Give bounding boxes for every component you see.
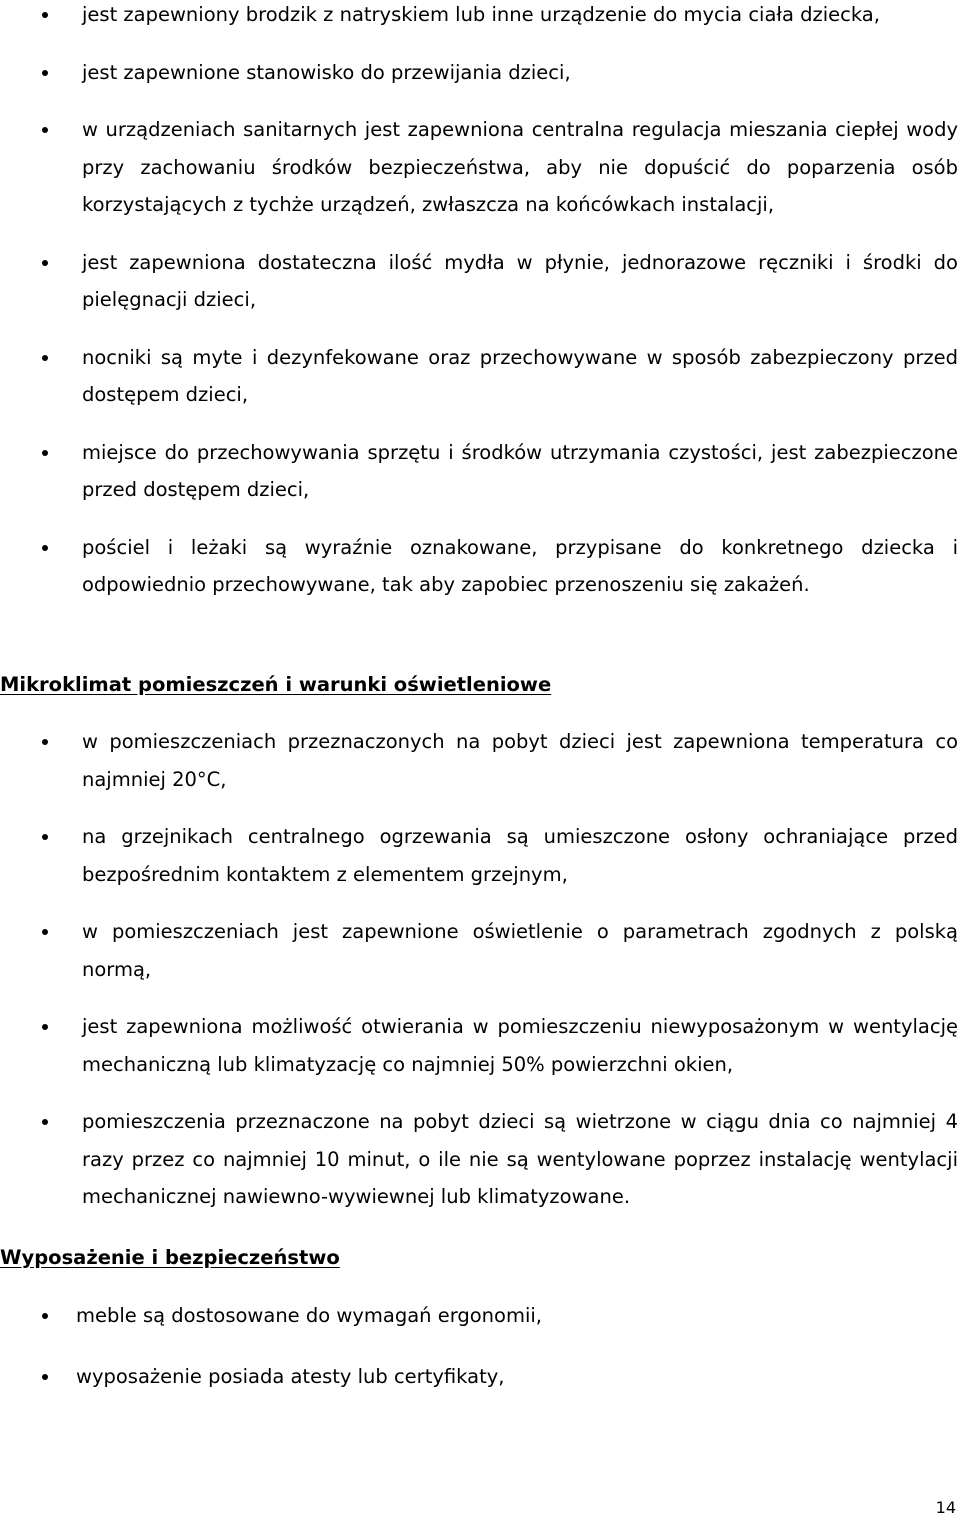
list-item: jest zapewnione stanowisko do przewijania dzieci, [0,54,960,92]
list-item: w pomieszczeniach jest zapewnione oświetlenie o parametrach zgodnych z polską normą, [0,913,960,988]
bullet-icon [42,929,48,935]
bullet-icon [42,127,48,133]
list-item: na grzejnikach centralnego ogrzewania są umieszczone osłony ochraniające przed bezpośrednim kontaktem z elementem grzejnym, [0,818,960,893]
list-item: jest zapewniona dostateczna ilość mydła w płynie, jednorazowe ręczniki i środki do pielęgnacji dzieci, [0,244,960,319]
bullet-icon [42,1119,48,1125]
bullet-icon [42,1313,48,1319]
page-number: 14 [935,1498,956,1517]
section-heading-microclimate: Mikroklimat pomieszczeń i warunki oświetleniowe [0,673,552,696]
list-item: w urządzeniach sanitarnych jest zapewniona centralna regulacja mieszania ciepłej wody przy zachowaniu środków bezpieczeństwa, aby nie dopuścić do poparzenia osób korzystających z tychże urządzeń, zwłaszcza na końcówkach instalacji, [0,111,960,224]
list-item: wyposażenie posiada atesty lub certyfikaty, [0,1358,960,1396]
bullet-icon [42,355,48,361]
list-item: pomieszczenia przeznaczone na pobyt dzieci są wietrzone w ciągu dnia co najmniej 4 razy przez co najmniej 10 minut, o ile nie są wentylowane poprzez instalację wentylacji mechanicznej nawiewno-wywiewnej lub klimatyzowane. [0,1103,960,1216]
bullet-icon [42,834,48,840]
list-item: pościel i leżaki są wyraźnie oznakowane, przypisane do konkretnego dziecka i odpowiednio przechowywane, tak aby zapobiec przenoszeniu się zakażeń. [0,529,960,604]
bullet-icon [42,260,48,266]
bullet-icon [42,545,48,551]
bullet-icon [42,450,48,456]
bullet-icon [42,70,48,76]
list-item: jest zapewniony brodzik z natryskiem lub inne urządzenie do mycia ciała dziecka, [0,0,960,34]
hygiene-list [0,0,960,604]
bullet-icon [42,739,48,745]
list-item: jest zapewniona możliwość otwierania w pomieszczeniu niewyposażonym w wentylację mechaniczną lub klimatyzację co najmniej 50% powierzchni okien, [0,1008,960,1083]
bullet-icon [42,12,48,18]
bullet-icon [42,1024,48,1030]
equipment-list [0,1297,960,1395]
list-item: meble są dostosowane do wymagań ergonomii, [0,1297,960,1335]
section-heading-equipment: Wyposażenie i bezpieczeństwo [0,1246,340,1269]
list-item: w pomieszczeniach przeznaczonych na pobyt dzieci jest zapewniona temperatura co najmniej 20°C, [0,723,960,798]
list-item: nocniki są myte i dezynfekowane oraz przechowywane w sposób zabezpieczony przed dostępem dzieci, [0,339,960,414]
bullet-icon [42,1374,48,1380]
list-item: miejsce do przechowywania sprzętu i środków utrzymania czystości, jest zabezpieczone przed dostępem dzieci, [0,434,960,509]
microclimate-list [0,723,960,1216]
